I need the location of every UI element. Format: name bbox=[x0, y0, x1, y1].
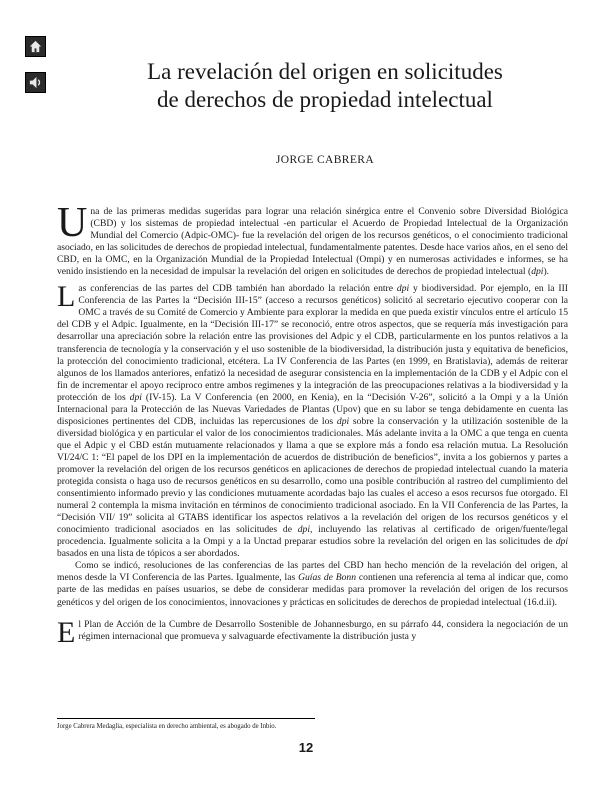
drop-cap: L bbox=[57, 280, 76, 314]
paragraph-text: Como se indicó, resoluciones de las conferencias de las partes del CBD han hecho mención de la revelación del origen, al menos desde la VI Conferencia de las Partes. Igualmente, las bbox=[57, 560, 568, 584]
paragraph-text: sobre la conservación y la utilización sostenible de la diversidad biológica y en particular el valor de los conocimientos tradicionales. Más adelante invita a la OMC a que tenga en cuenta que el Adpic y el CBD están mutuamente relacionados y llama a que se explore más a fondo esa relación mutua. La Resolución VI/24/C 1: “El papel de los DPI en la implementación de acuerdos de distribución de beneficios”, invita a los gobiernos y partes a promover la revelación del origen de los recursos genéticos en aplicaciones de derechos de propiedad intelectual cuando la materia protegida consista o haga uso de recursos genéticos en su desarrollo, como una posible contribución al rastreo del cumplimiento del consentimiento informado previo y las condiciones mutuamente acordadas bajo las cuales el acceso a esos recursos fue otorgado. El numeral 2 contempla la misma invitación en términos de conocimiento tradicional asociado. En la VII Conferencia de las Partes, la “Decisión VII/ 19” solicita al GTABS identificar los aspectos relativos a la revelación del origen de los recursos genéticos y el conocimiento tradicional asociados en las solicitudes de bbox=[57, 415, 568, 536]
paragraph-text: (IV-15). La V Conferencia (en 2000, en Kenia), en la “Decisión V-26”, solicitó a la Ompi y a la Unión Internacional para la Protección de las Nuevas Variedades de Plantas (Upov) que en su labor se tenga debidamente en cuenta las disposiciones pertinentes del CDB, incluidas las repercusiones de los bbox=[57, 391, 568, 427]
emphasis: dpi bbox=[297, 524, 310, 536]
paragraph-text: contienen una referencia al tema al indicar que, como parte de las medidas en países usuarios, se debe de considerar medidas para promover la revelación del origen de los recursos genéticos y del origen de los conocimientos, innovaciones y prácticas en solicitudes de derechos de propiedad intelectual (16.d.ii). bbox=[57, 572, 568, 608]
paragraph-2 bbox=[57, 280, 569, 560]
paragraph-text: as conferencias de las partes del CDB también han abordado la relación entre bbox=[78, 283, 397, 295]
home-icon bbox=[28, 39, 43, 54]
article-body bbox=[57, 200, 569, 649]
drop-cap: E bbox=[57, 615, 76, 649]
page-number: 12 bbox=[298, 740, 314, 755]
emphasis: dpi bbox=[129, 391, 142, 403]
emphasis: dpi bbox=[555, 536, 568, 548]
paragraph-text: basados en una lista de tópicos a ser abordados. bbox=[57, 548, 240, 560]
paragraph-1 bbox=[57, 200, 568, 278]
title-line-2: de derechos de propiedad intelectual bbox=[157, 87, 493, 112]
footnote-divider bbox=[57, 718, 315, 719]
home-button[interactable] bbox=[25, 36, 46, 57]
paragraph-text: y biodiversidad. Por ejemplo, en la III Conferencia de las Partes la “Decisión III-15” (acceso a recursos genéticos) solicitó al secretario ejecutivo cooperar con la OMC a través de su Comité de Comercio y Ambiente para explorar la medida en que pueda existir vínculos entre el artículo 15 del CDB y el Adpic. Igualmente, en la “Decisión III-17” se reconoció, entre otros aspectos, que se requería más investigación para desarrollar una apreciación sobre la relación entre las provisiones del Adpic y el CDB, particularmente en los puntos relativos a la transferencia de tecnología y la conservación y el uso sostenible de la biodiversidad, la distribución justa y equitativa de beneficios, la protección del conocimiento tradicional, etcétera. La IV Conferencia de las Partes (en 1999, en Bratislavia), además de reiterar algunos de los llamados anteriores, enfatizó la necesidad de asegurar consistencia en la implementación de la CDB y el Adpic con el fin de incrementar el apoyo reciproco entre ambos regimenes y la integración de las preocupaciones relativas a la biodiversidad y la protección de los bbox=[57, 283, 569, 403]
paragraph-3 bbox=[57, 560, 568, 608]
emphasis: dpi bbox=[336, 415, 350, 427]
emphasis: dpi bbox=[531, 266, 544, 278]
paragraph-text: l Plan de Acción de la Cumbre de Desarrollo Sostenible de Johannesburgo, en su párrafo 44, considera la negociación de un régimen internacional que promueva y salvaguarde efectivamente la distribución justa y bbox=[78, 618, 568, 642]
author-name: JORGE CABRERA bbox=[275, 154, 375, 166]
paragraph-text: na de las primeras medidas sugeridas para lograr una relación sinérgica entre el Convenio sobre Diversidad Biológica (CBD) y los sistemas de propiedad intelectual -en particular el Acuerdo de Propiedad Intelectual de la Organización Mundial del Comercio (Adpic-OMC)- fue la revelación del origen de los recursos genéticos, o el conocimiento tradicional asociado, en las solicitudes de derechos de propiedad intelectual, fundamentalmente patentes. Desde hace varios años, en el seno del CBD, en la OMC, en la Organización Mundial de la Propiedad Intelectual (Ompi) y en numerosas actividades e informes, se ha venido insistiendo en la necesidad de impulsar la revelación del origen en solicitudes de derechos de propiedad intelectual ( bbox=[57, 206, 568, 278]
drop-cap: U bbox=[57, 200, 88, 246]
emphasis: Guías de Bonn bbox=[298, 572, 357, 584]
emphasis: dpi bbox=[396, 283, 410, 295]
paragraph-text: , incluyendo las relativas al certificado de origen/fuente/legal procedencia. Igualmente solicita a la Ompi y a la Unctad preparar estudios sobre la revelación del origen en las solicitudes de bbox=[57, 524, 568, 548]
paragraph-text: ). bbox=[543, 266, 550, 278]
title-line-1: La revelación del origen en solicitudes bbox=[147, 59, 503, 84]
article-title bbox=[60, 58, 590, 114]
paragraph-4 bbox=[57, 615, 568, 649]
sound-button[interactable] bbox=[25, 72, 46, 93]
speaker-icon bbox=[28, 75, 43, 90]
footnote: Jorge Cabrera Medaglia, especialista en derecho ambiental, es abogado de Inbio. bbox=[57, 723, 277, 730]
